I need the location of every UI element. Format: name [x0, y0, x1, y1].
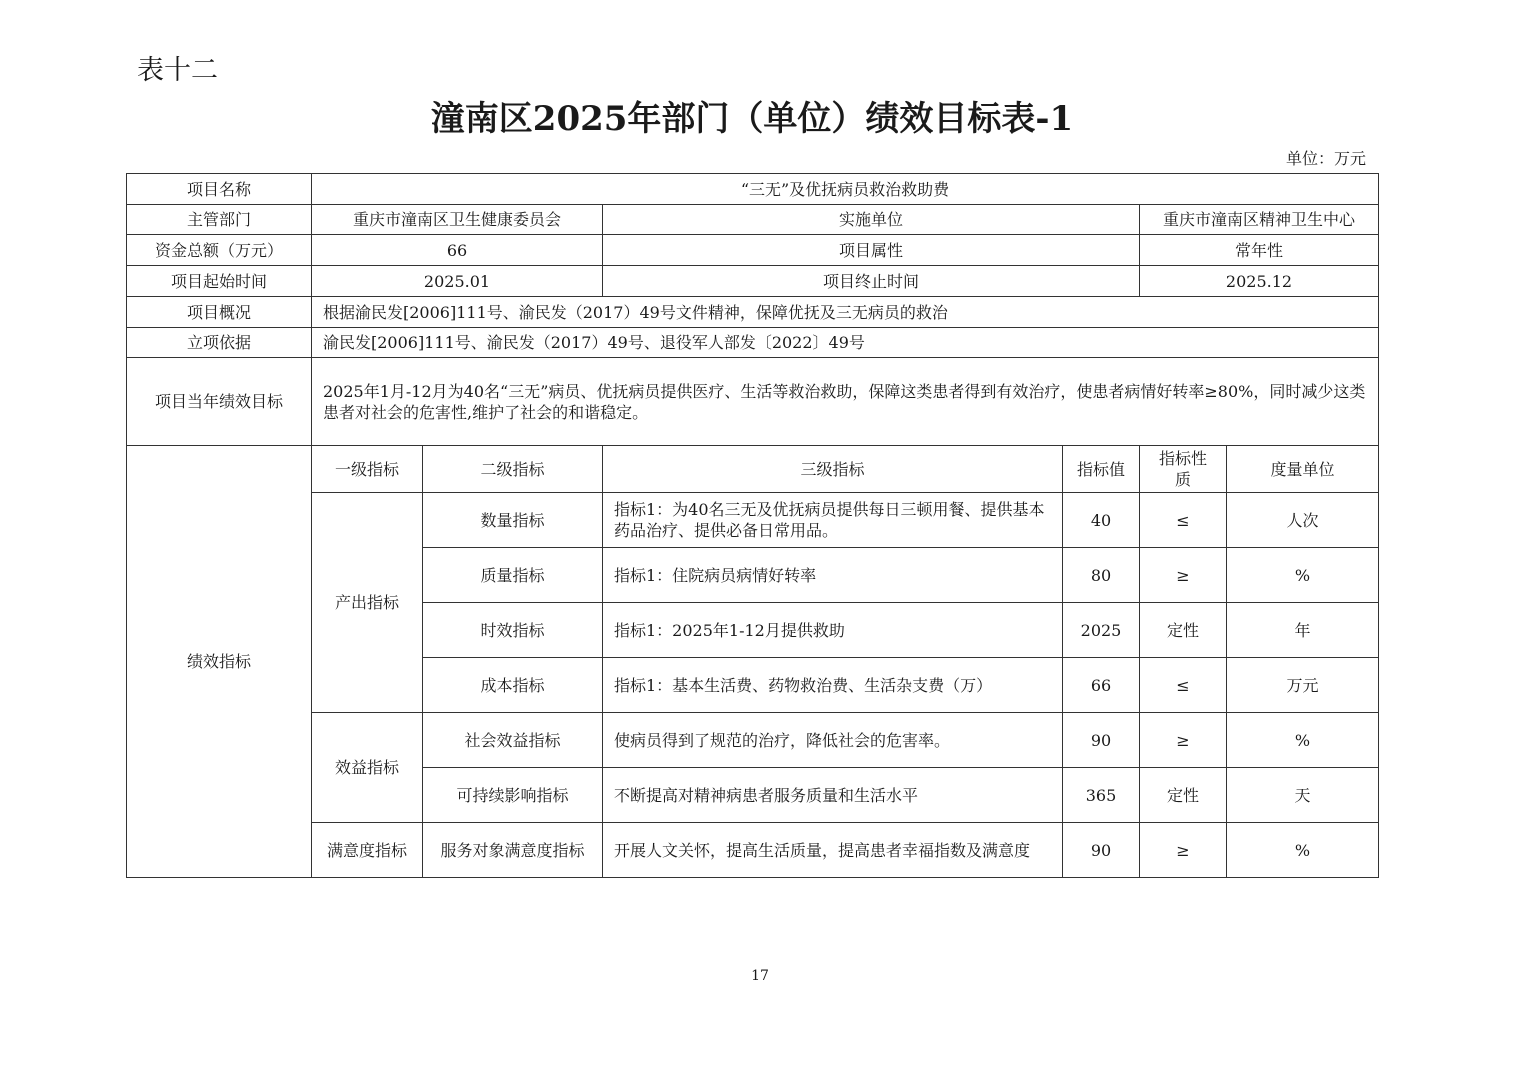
- implementing-unit-label: 实施单位: [603, 205, 1140, 235]
- annual-goal-value: 2025年1月-12月为40名“三无”病员、优抚病员提供医疗、生活等救治救助，保障这类患者得到有效治疗，使患者病情好转率≥80%，同时减少这类患者对社会的危害性,维护了社会的和谐稳定。: [312, 358, 1379, 446]
- row-basis: [127, 328, 1379, 358]
- project-name-value: “三无”及优抚病员救治救助费: [312, 174, 1379, 205]
- header-nature: 指标性质: [1140, 446, 1227, 493]
- row-project-name: [127, 174, 1379, 205]
- level2-cell: 成本指标: [423, 658, 603, 713]
- indicator-value-cell: 90: [1063, 823, 1140, 878]
- table-number: 表十二: [137, 55, 218, 86]
- level2-cell: 社会效益指标: [423, 713, 603, 768]
- table-row: [127, 713, 1379, 768]
- indicator-value-cell: 66: [1063, 658, 1140, 713]
- indicator-value-cell: 2025: [1063, 603, 1140, 658]
- level3-cell: 不断提高对精神病患者服务质量和生活水平: [603, 768, 1063, 823]
- fund-value: 66: [312, 235, 603, 266]
- indicator-nature-cell: 定性: [1140, 768, 1227, 823]
- header-value: 指标值: [1063, 446, 1140, 493]
- fund-label: 资金总额（万元）: [127, 235, 312, 266]
- unit-cell: %: [1227, 713, 1379, 768]
- end-time-label: 项目终止时间: [603, 266, 1140, 297]
- basis-value: 渝民发[2006]111号、渝民发（2017）49号、退役军人部发〔2022〕49号: [312, 328, 1379, 358]
- level3-cell: 指标1：住院病员病情好转率: [603, 548, 1063, 603]
- level3-cell: 使病员得到了规范的治疗，降低社会的危害率。: [603, 713, 1063, 768]
- level2-cell: 可持续影响指标: [423, 768, 603, 823]
- basis-label: 立项依据: [127, 328, 312, 358]
- unit-cell: %: [1227, 823, 1379, 878]
- row-fund: [127, 235, 1379, 266]
- indicator-nature-cell: ≥: [1140, 548, 1227, 603]
- header-level2: 二级指标: [423, 446, 603, 493]
- unit-cell: %: [1227, 548, 1379, 603]
- overview-value: 根据渝民发[2006]111号、渝民发（2017）49号文件精神，保障优抚及三无病员的救治: [312, 297, 1379, 328]
- unit-cell: 万元: [1227, 658, 1379, 713]
- indicator-nature-cell: 定性: [1140, 603, 1227, 658]
- project-attribute-label: 项目属性: [603, 235, 1140, 266]
- annual-goal-label: 项目当年绩效目标: [127, 358, 312, 446]
- project-attribute-value: 常年性: [1140, 235, 1379, 266]
- indicator-header-row: [127, 446, 1379, 493]
- indicator-nature-cell: ≥: [1140, 713, 1227, 768]
- indicator-value-cell: 365: [1063, 768, 1140, 823]
- level2-cell: 数量指标: [423, 493, 603, 548]
- level2-cell: 质量指标: [423, 548, 603, 603]
- page-title: 潼南区2025年部门（单位）绩效目标表-1: [430, 99, 1074, 139]
- indicator-value-cell: 40: [1063, 493, 1140, 548]
- level3-cell: 指标1：基本生活费、药物救治费、生活杂支费（万）: [603, 658, 1063, 713]
- start-time-label: 项目起始时间: [127, 266, 312, 297]
- unit-cell: 年: [1227, 603, 1379, 658]
- page-number: 17: [751, 968, 769, 984]
- level3-cell: 开展人文关怀，提高生活质量，提高患者幸福指数及满意度: [603, 823, 1063, 878]
- level3-cell: 指标1：2025年1-12月提供救助: [603, 603, 1063, 658]
- row-overview: [127, 297, 1379, 328]
- overview-label: 项目概况: [127, 297, 312, 328]
- level1-cell: 满意度指标: [312, 823, 423, 878]
- start-time-value: 2025.01: [312, 266, 603, 297]
- end-time-value: 2025.12: [1140, 266, 1379, 297]
- unit-cell: 天: [1227, 768, 1379, 823]
- indicator-nature-cell: ≤: [1140, 658, 1227, 713]
- level3-cell: 指标1：为40名三无及优抚病员提供每日三顿用餐、提供基本药品治疗、提供必备日常用品。: [603, 493, 1063, 548]
- indicator-value-cell: 90: [1063, 713, 1140, 768]
- indicators-section-label: 绩效指标: [127, 446, 312, 878]
- indicator-nature-cell: ≥: [1140, 823, 1227, 878]
- header-unit: 度量单位: [1227, 446, 1379, 493]
- level2-cell: 时效指标: [423, 603, 603, 658]
- unit-cell: 人次: [1227, 493, 1379, 548]
- department-value: 重庆市潼南区卫生健康委员会: [312, 205, 603, 235]
- project-name-label: 项目名称: [127, 174, 312, 205]
- indicator-nature-cell: ≤: [1140, 493, 1227, 548]
- header-level1: 一级指标: [312, 446, 423, 493]
- department-label: 主管部门: [127, 205, 312, 235]
- implementing-unit-value: 重庆市潼南区精神卫生中心: [1140, 205, 1379, 235]
- header-level3: 三级指标: [603, 446, 1063, 493]
- performance-target-table: [126, 173, 1379, 878]
- indicator-value-cell: 80: [1063, 548, 1140, 603]
- table-row: [127, 493, 1379, 548]
- row-department: [127, 205, 1379, 235]
- table-row: [127, 823, 1379, 878]
- unit-note: 单位：万元: [1285, 149, 1366, 168]
- level1-cell: 效益指标: [312, 713, 423, 823]
- level2-cell: 服务对象满意度指标: [423, 823, 603, 878]
- level1-cell: 产出指标: [312, 493, 423, 713]
- row-annual-goal: [127, 358, 1379, 446]
- row-period: [127, 266, 1379, 297]
